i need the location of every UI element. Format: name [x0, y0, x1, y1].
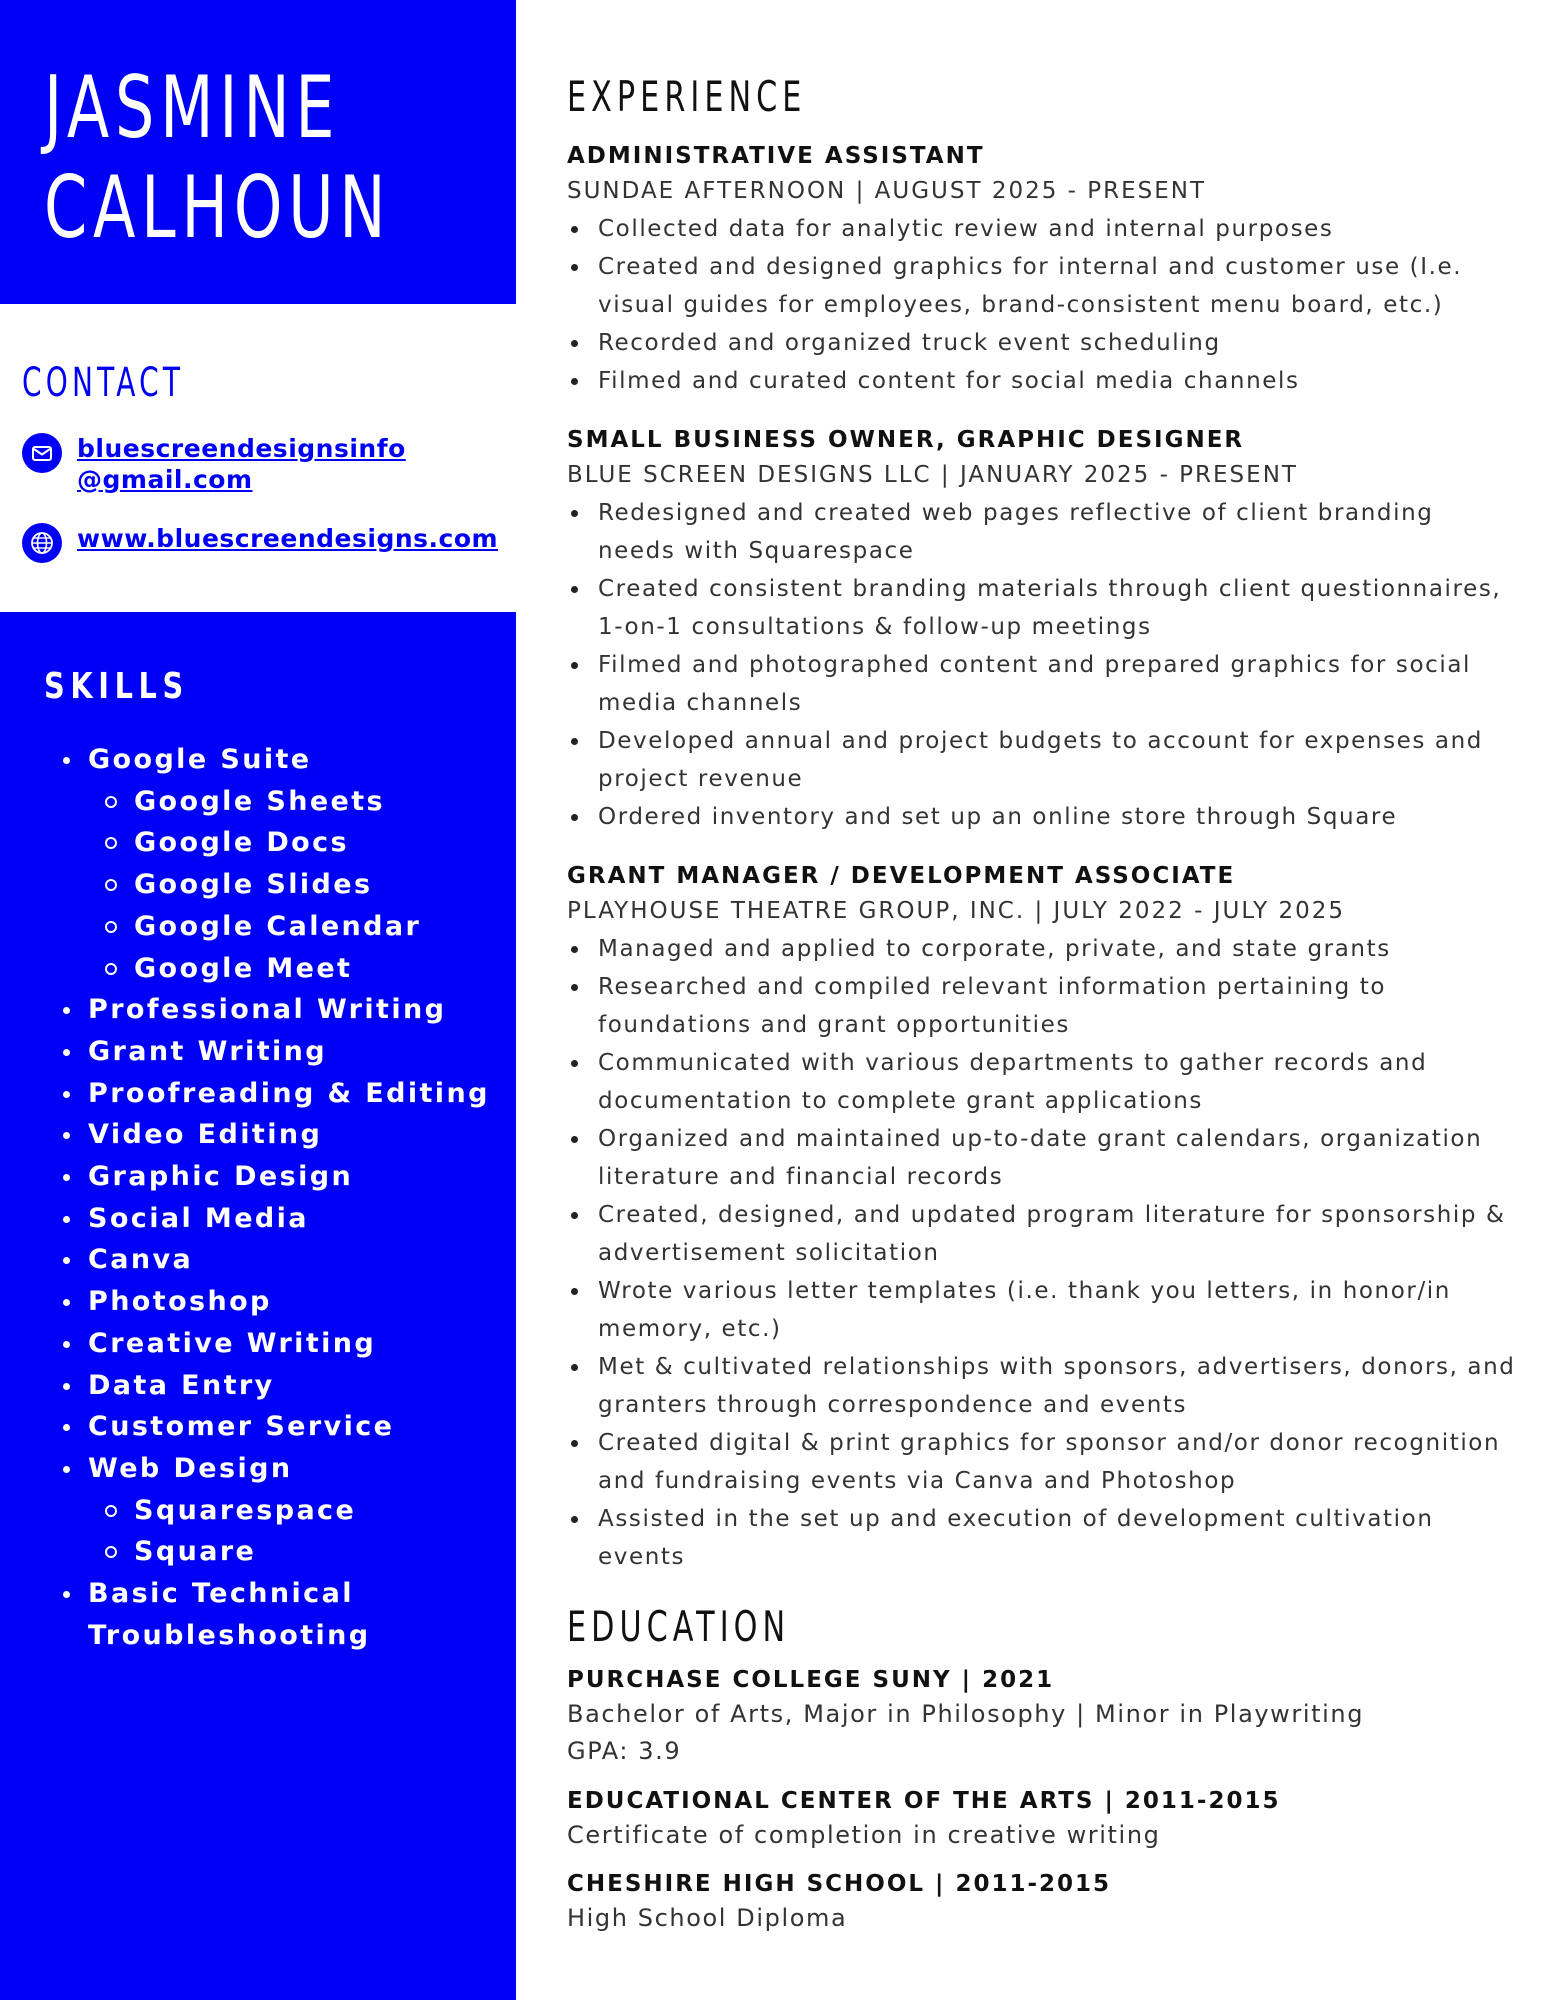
job-meta: PLAYHOUSE THEATRE GROUP, INC. | JULY 2022 - JULY 2025: [567, 898, 1346, 924]
wave-divider-top: [0, 286, 516, 308]
skill-item: Basic Technical: [88, 1573, 490, 1615]
skill-item: Creative Writing: [88, 1323, 490, 1365]
skill-item: Grant Writing: [88, 1031, 490, 1073]
bullet-item: Developed annual and project budgets to account for expenses and project revenue: [567, 722, 1517, 798]
experience-heading: EXPERIENCE: [567, 72, 807, 121]
education-entry: [567, 1868, 1517, 1937]
bullet-item: Collected data for analytic review and internal purposes: [567, 210, 1517, 248]
bullet-item: Researched and compiled relevant information pertaining to foundations and grant opportunities: [567, 968, 1517, 1044]
education-entry: [567, 1785, 1517, 1854]
school-title: PURCHASE COLLEGE SUNY | 2021: [567, 1667, 1055, 1693]
website-row: [22, 523, 498, 563]
bullet-item: Communicated with various departments to gather records and documentation to complete grant applications: [567, 1044, 1517, 1120]
skill-item: Web Design: [88, 1448, 490, 1490]
skill-subitem: Google Sheets: [88, 781, 490, 823]
skill-item: Photoshop: [88, 1281, 490, 1323]
website-link[interactable]: [77, 523, 498, 554]
wave-divider-bottom: [0, 612, 516, 632]
job-bullets: [567, 494, 1517, 836]
contact-heading: CONTACT: [22, 360, 185, 406]
education-heading: EDUCATION: [567, 1602, 791, 1651]
first-name: JASMINE: [44, 58, 341, 158]
bullet-item: Managed and applied to corporate, private, and state grants: [567, 930, 1517, 968]
skills-list: [88, 739, 490, 1656]
skill-item: Professional Writing: [88, 989, 490, 1031]
school-title: CHESHIRE HIGH SCHOOL | 2011-2015: [567, 1871, 1112, 1897]
job-meta: BLUE SCREEN DESIGNS LLC | JANUARY 2025 - PRESENT: [567, 462, 1298, 488]
job-title: GRANT MANAGER / DEVELOPMENT ASSOCIATE: [567, 863, 1236, 889]
bullet-item: Ordered inventory and set up an online store through Square: [567, 798, 1517, 836]
education-entry: [567, 1664, 1517, 1770]
skill-subitem: Google Docs: [88, 822, 490, 864]
skill-item: Customer Service: [88, 1406, 490, 1448]
email-line-2[interactable]: @gmail.com: [77, 465, 253, 494]
bullet-item: Assisted in the set up and execution of development cultivation events: [567, 1500, 1517, 1576]
job-entry: [567, 860, 1517, 1576]
job-bullets: [567, 930, 1517, 1576]
skill-item: Canva: [88, 1239, 490, 1281]
school-title: EDUCATIONAL CENTER OF THE ARTS | 2011-2015: [567, 1788, 1281, 1814]
degree-line: Bachelor of Arts, Major in Philosophy | Minor in Playwriting: [567, 1700, 1365, 1728]
email-line-1[interactable]: bluescreendesignsinfo: [77, 434, 406, 463]
gpa-line: GPA: 3.9: [567, 1737, 682, 1765]
bullet-item: Wrote various letter templates (i.e. thank you letters, in honor/in memory, etc.): [567, 1272, 1517, 1348]
bullet-item: Organized and maintained up-to-date grant calendars, organization literature and financial records: [567, 1120, 1517, 1196]
skill-item: Data Entry: [88, 1365, 490, 1407]
job-title: SMALL BUSINESS OWNER, GRAPHIC DESIGNER: [567, 427, 1245, 453]
bullet-item: Redesigned and created web pages reflective of client branding needs with Squarespace: [567, 494, 1517, 570]
bullet-item: Created and designed graphics for internal and customer use (I.e. visual guides for employees, brand-consistent menu board, etc.): [567, 248, 1517, 324]
skill-item: Troubleshooting: [88, 1619, 371, 1651]
bullet-item: Created digital & print graphics for sponsor and/or donor recognition and fundraising events via Canva and Photoshop: [567, 1424, 1517, 1500]
job-title: ADMINISTRATIVE ASSISTANT: [567, 143, 985, 169]
job-entry: [567, 424, 1517, 836]
certificate-line: Certificate of completion in creative writing: [567, 1821, 1161, 1849]
bullet-item: Recorded and organized truck event scheduling: [567, 324, 1517, 362]
bullet-item: Created, designed, and updated program literature for sponsorship & advertisement solicitation: [567, 1196, 1517, 1272]
bullet-item: Filmed and curated content for social media channels: [567, 362, 1517, 400]
diploma-line: High School Diploma: [567, 1904, 848, 1932]
bullet-item: Filmed and photographed content and prepared graphics for social media channels: [567, 646, 1517, 722]
bullet-item: Created consistent branding materials through client questionnaires, 1-on-1 consultations & follow-up meetings: [567, 570, 1517, 646]
email-row: [22, 433, 406, 495]
skill-subitem: Google Slides: [88, 864, 490, 906]
skill-subitem: Square: [88, 1531, 490, 1573]
skill-item: Graphic Design: [88, 1156, 490, 1198]
candidate-name: [44, 58, 392, 258]
website-text[interactable]: www.bluescreendesigns.com: [77, 524, 499, 553]
skill-item: Social Media: [88, 1198, 490, 1240]
job-entry: [567, 140, 1517, 400]
job-meta: SUNDAE AFTERNOON | AUGUST 2025 - PRESENT: [567, 178, 1207, 204]
sidebar: [0, 0, 516, 2000]
skill-subitem: Google Meet: [88, 948, 490, 990]
envelope-icon: [22, 433, 62, 473]
email-link[interactable]: [77, 433, 406, 495]
bullet-item: Met & cultivated relationships with sponsors, advertisers, donors, and granters through correspondence and events: [567, 1348, 1517, 1424]
skill-subitem: Google Calendar: [88, 906, 490, 948]
skill-item: Video Editing: [88, 1114, 490, 1156]
skill-subitem: Squarespace: [88, 1490, 490, 1532]
skill-item: Google Suite: [88, 739, 490, 781]
skills-heading: SKILLS: [44, 666, 189, 707]
last-name: CALHOUN: [44, 158, 392, 258]
globe-icon: [22, 523, 62, 563]
job-bullets: [567, 210, 1517, 400]
skill-item: Proofreading & Editing: [88, 1073, 490, 1115]
